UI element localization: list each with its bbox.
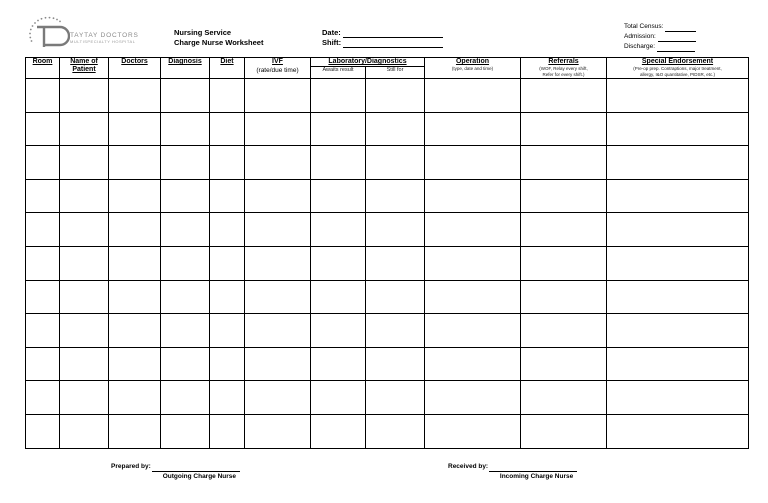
total-census-label: Total Census: (624, 23, 664, 30)
cell-operation[interactable] (425, 146, 521, 180)
received-by-role: Incoming Charge Nurse (499, 473, 574, 480)
cell-operation[interactable] (425, 314, 521, 348)
cell-operation[interactable] (425, 246, 521, 280)
cell-diet[interactable] (210, 280, 245, 314)
date-field[interactable] (343, 29, 443, 38)
cell-operation[interactable] (425, 213, 521, 247)
cell-ivf[interactable] (245, 146, 311, 180)
cell-diagnosis[interactable] (161, 314, 210, 348)
cell-patient[interactable] (60, 79, 109, 113)
cell-ivf[interactable] (245, 414, 311, 448)
cell-special[interactable] (607, 414, 749, 448)
cell-ivf[interactable] (245, 179, 311, 213)
worksheet-table (25, 57, 749, 449)
cell-referrals[interactable] (521, 280, 607, 314)
cell-referrals[interactable] (521, 112, 607, 146)
cell-special[interactable] (607, 381, 749, 415)
table-row (26, 246, 749, 280)
header-room: Room (26, 58, 60, 79)
cell-operation[interactable] (425, 79, 521, 113)
date-label: Date: (322, 28, 341, 37)
table-row (26, 314, 749, 348)
cell-special[interactable] (607, 112, 749, 146)
cell-diet[interactable] (210, 112, 245, 146)
cell-referrals[interactable] (521, 381, 607, 415)
cell-room[interactable] (26, 179, 60, 213)
header-diagnosis: Diagnosis (161, 58, 210, 79)
header-operation: Operation (type, date and time) (425, 58, 521, 79)
cell-patient[interactable] (60, 112, 109, 146)
cell-referrals[interactable] (521, 314, 607, 348)
cell-room[interactable] (26, 213, 60, 247)
prepared-by-label: Prepared by: (111, 463, 151, 470)
title-line-1: Nursing Service (174, 28, 232, 37)
cell-ivf[interactable] (245, 213, 311, 247)
shift-label: Shift: (322, 38, 342, 47)
cell-room[interactable] (26, 414, 60, 448)
cell-operation[interactable] (425, 280, 521, 314)
cell-referrals[interactable] (521, 414, 607, 448)
table-row (26, 347, 749, 381)
table-row (26, 213, 749, 247)
cell-diagnosis[interactable] (161, 246, 210, 280)
cell-lab-awaits[interactable] (311, 112, 366, 146)
table-row (26, 280, 749, 314)
cell-operation[interactable] (425, 347, 521, 381)
hospital-logo (26, 14, 176, 54)
cell-referrals[interactable] (521, 179, 607, 213)
cell-lab-awaits[interactable] (311, 347, 366, 381)
table-row (26, 179, 749, 213)
cell-diagnosis[interactable] (161, 179, 210, 213)
prepared-by-field[interactable] (152, 464, 240, 472)
cell-special[interactable] (607, 246, 749, 280)
title-line-2: Charge Nurse Worksheet (174, 38, 264, 47)
cell-operation[interactable] (425, 112, 521, 146)
cell-lab-still[interactable] (366, 79, 425, 113)
header-lab-still-for: Still for (366, 67, 425, 79)
cell-ivf[interactable] (245, 314, 311, 348)
cell-doctors[interactable] (109, 381, 161, 415)
cell-doctors[interactable] (109, 213, 161, 247)
cell-referrals[interactable] (521, 213, 607, 247)
cell-lab-awaits[interactable] (311, 79, 366, 113)
header-doctors: Doctors (109, 58, 161, 79)
logo-subtitle: MULTISPECIALTY HOSPITAL (70, 39, 136, 44)
cell-patient[interactable] (60, 246, 109, 280)
table-row (26, 112, 749, 146)
header-patient: Name of Patient (60, 58, 109, 79)
cell-patient[interactable] (60, 179, 109, 213)
table-row (26, 79, 749, 113)
cell-patient[interactable] (60, 414, 109, 448)
worksheet-body (26, 79, 749, 449)
cell-lab-still[interactable] (366, 213, 425, 247)
cell-room[interactable] (26, 347, 60, 381)
received-by-field[interactable] (489, 464, 577, 472)
cell-lab-awaits[interactable] (311, 213, 366, 247)
cell-room[interactable] (26, 381, 60, 415)
cell-diagnosis[interactable] (161, 146, 210, 180)
cell-doctors[interactable] (109, 179, 161, 213)
cell-special[interactable] (607, 146, 749, 180)
header-special-endorsement: Special Endorsement (Pre-op prep. Contraptions, major treatment, allergy, I&O quantitative, PIDSR, etc.) (607, 58, 749, 79)
cell-doctors[interactable] (109, 246, 161, 280)
cell-diet[interactable] (210, 213, 245, 247)
cell-special[interactable] (607, 179, 749, 213)
cell-room[interactable] (26, 79, 60, 113)
prepared-by-block (111, 462, 240, 482)
cell-operation[interactable] (425, 381, 521, 415)
cell-lab-awaits[interactable] (311, 314, 366, 348)
admission-field[interactable] (658, 34, 696, 42)
table-row (26, 146, 749, 180)
cell-diagnosis[interactable] (161, 381, 210, 415)
cell-ivf[interactable] (245, 280, 311, 314)
cell-patient[interactable] (60, 347, 109, 381)
cell-ivf[interactable] (245, 381, 311, 415)
cell-diet[interactable] (210, 414, 245, 448)
received-by-label: Received by: (448, 463, 489, 470)
received-by-block (448, 462, 577, 482)
cell-diagnosis[interactable] (161, 213, 210, 247)
cell-patient[interactable] (60, 381, 109, 415)
cell-diagnosis[interactable] (161, 79, 210, 113)
cell-lab-still[interactable] (366, 314, 425, 348)
cell-operation[interactable] (425, 179, 521, 213)
cell-doctors[interactable] (109, 79, 161, 113)
cell-lab-still[interactable] (366, 112, 425, 146)
cell-referrals[interactable] (521, 347, 607, 381)
cell-doctors[interactable] (109, 146, 161, 180)
prepared-by-role: Outgoing Charge Nurse (162, 473, 237, 480)
cell-special[interactable] (607, 347, 749, 381)
cell-patient[interactable] (60, 213, 109, 247)
table-row (26, 381, 749, 415)
cell-lab-still[interactable] (366, 179, 425, 213)
cell-doctors[interactable] (109, 414, 161, 448)
cell-diet[interactable] (210, 381, 245, 415)
cell-special[interactable] (607, 280, 749, 314)
cell-lab-still[interactable] (366, 381, 425, 415)
cell-special[interactable] (607, 314, 749, 348)
cell-diet[interactable] (210, 246, 245, 280)
date-shift-fields (322, 28, 443, 48)
cell-doctors[interactable] (109, 280, 161, 314)
logo-name: TAYTAY DOCTORS (70, 32, 139, 39)
cell-room[interactable] (26, 112, 60, 146)
cell-lab-still[interactable] (366, 347, 425, 381)
shift-field[interactable] (343, 39, 443, 48)
census-block (624, 22, 696, 52)
cell-diet[interactable] (210, 347, 245, 381)
cell-lab-awaits[interactable] (311, 179, 366, 213)
header-diet: Diet (210, 58, 245, 79)
cell-referrals[interactable] (521, 79, 607, 113)
cell-patient[interactable] (60, 314, 109, 348)
cell-room[interactable] (26, 280, 60, 314)
cell-lab-awaits[interactable] (311, 246, 366, 280)
cell-ivf[interactable] (245, 79, 311, 113)
cell-lab-still[interactable] (366, 280, 425, 314)
header-laboratory: Laboratory/Diagnostics (311, 58, 425, 67)
cell-doctors[interactable] (109, 314, 161, 348)
cell-diet[interactable] (210, 79, 245, 113)
cell-lab-awaits[interactable] (311, 414, 366, 448)
cell-referrals[interactable] (521, 146, 607, 180)
cell-special[interactable] (607, 213, 749, 247)
cell-referrals[interactable] (521, 246, 607, 280)
cell-doctors[interactable] (109, 112, 161, 146)
cell-doctors[interactable] (109, 347, 161, 381)
header-ivf: IVF (rate/due time) (245, 58, 311, 79)
cell-lab-awaits[interactable] (311, 146, 366, 180)
header-lab-awaits-result: Awaits result (311, 67, 366, 79)
table-row (26, 414, 749, 448)
cell-lab-still[interactable] (366, 246, 425, 280)
cell-diagnosis[interactable] (161, 414, 210, 448)
hospital-logo-icon (26, 14, 70, 54)
total-census-field[interactable] (665, 24, 696, 32)
cell-lab-awaits[interactable] (311, 381, 366, 415)
header-referrals: Referrals (WOF, Relay every shift, Refer for every shift.) (521, 58, 607, 79)
cell-lab-still[interactable] (366, 414, 425, 448)
cell-operation[interactable] (425, 414, 521, 448)
cell-lab-awaits[interactable] (311, 280, 366, 314)
cell-special[interactable] (607, 79, 749, 113)
cell-diet[interactable] (210, 146, 245, 180)
cell-diagnosis[interactable] (161, 347, 210, 381)
cell-room[interactable] (26, 314, 60, 348)
cell-room[interactable] (26, 246, 60, 280)
cell-diet[interactable] (210, 314, 245, 348)
discharge-field[interactable] (657, 44, 695, 52)
cell-ivf[interactable] (245, 347, 311, 381)
cell-room[interactable] (26, 146, 60, 180)
admission-label: Admission: (624, 33, 656, 40)
worksheet-title (174, 28, 263, 48)
cell-diagnosis[interactable] (161, 112, 210, 146)
cell-patient[interactable] (60, 146, 109, 180)
cell-diet[interactable] (210, 179, 245, 213)
cell-patient[interactable] (60, 280, 109, 314)
cell-lab-still[interactable] (366, 146, 425, 180)
discharge-label: Discharge: (624, 43, 656, 50)
cell-ivf[interactable] (245, 246, 311, 280)
cell-diagnosis[interactable] (161, 280, 210, 314)
cell-ivf[interactable] (245, 112, 311, 146)
